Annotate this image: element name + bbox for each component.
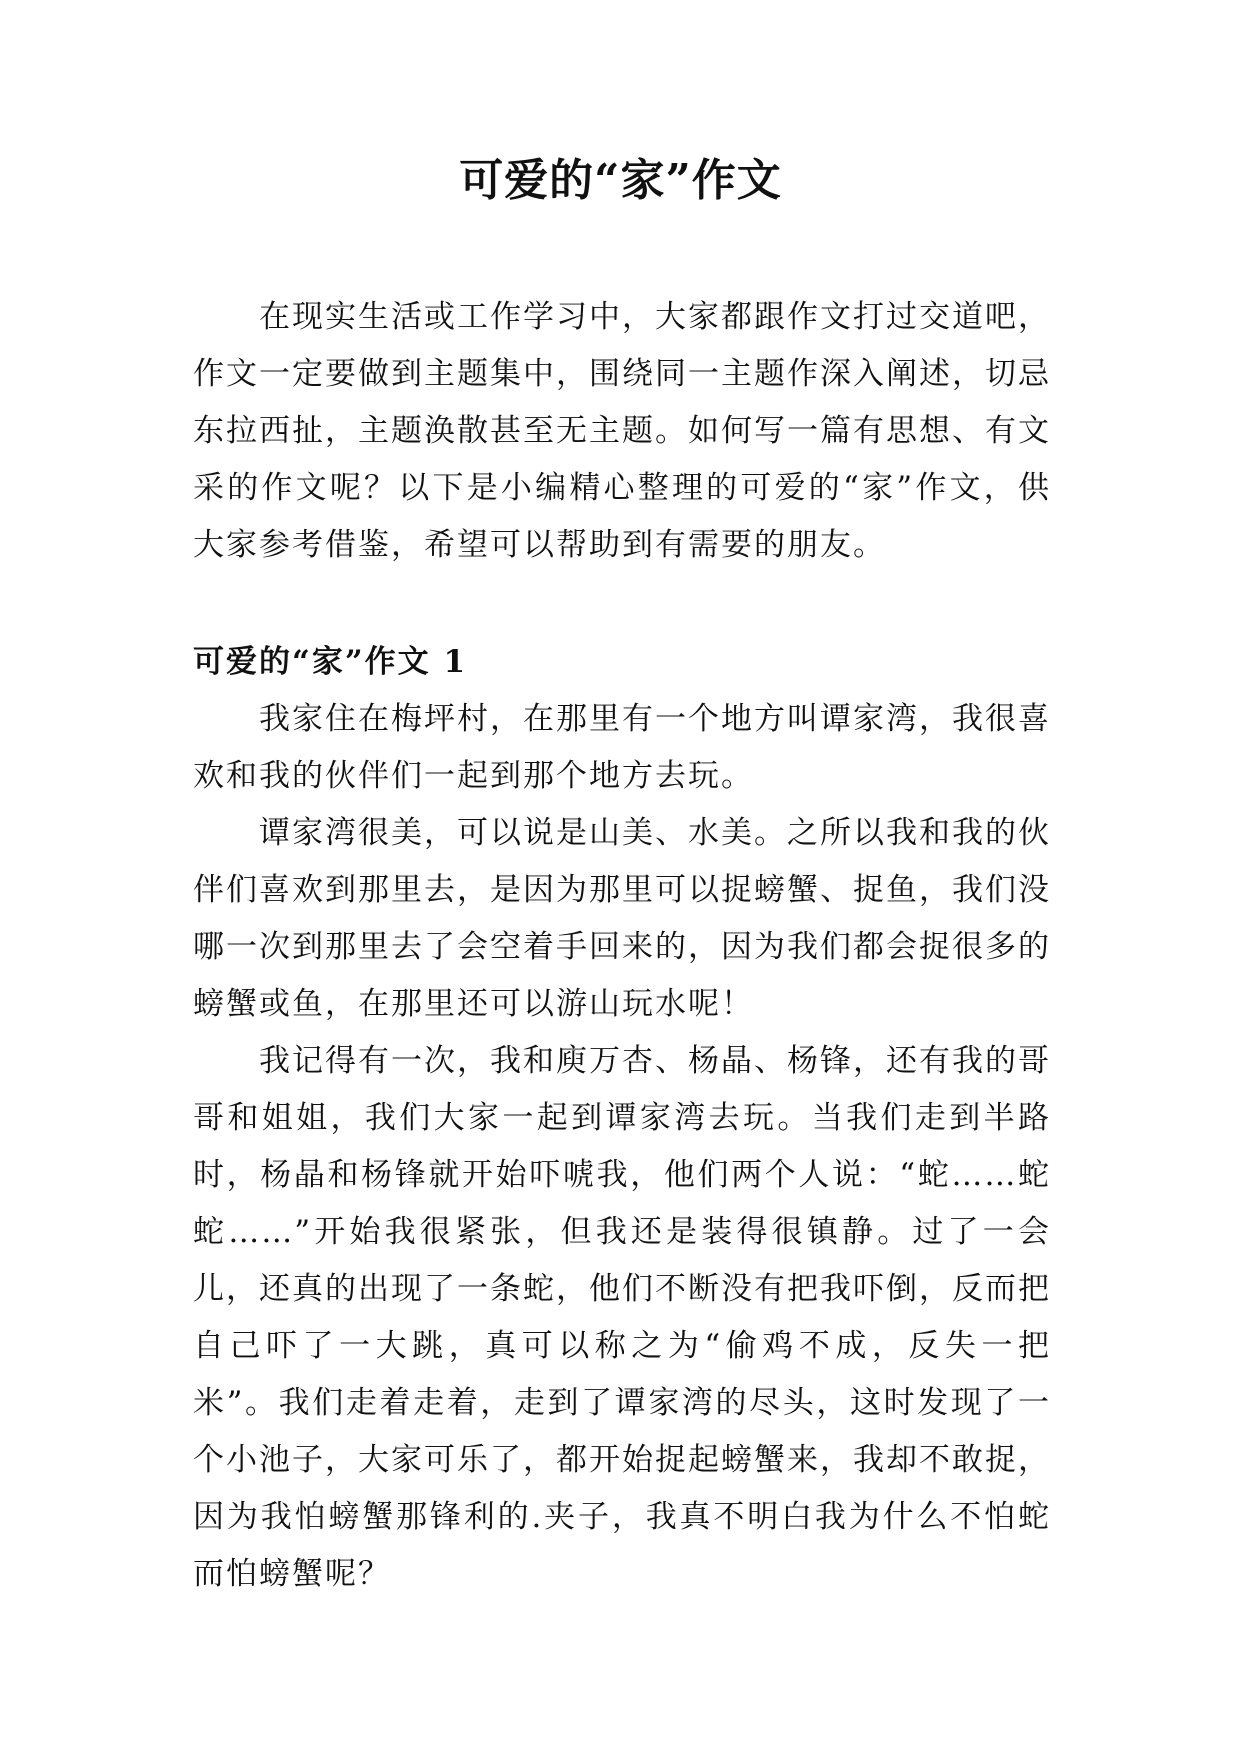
essay-paragraph-3: 我记得有一次，我和庾万杏、杨晶、杨锋，还有我的哥哥和姐姐，我们大家一起到谭家湾去玩。当我们走到半路时，杨晶和杨锋就开始吓唬我，他们两个人说：“蛇……蛇蛇……”开始我很紧张，但我还是装得很镇静。过了一会儿，还真的出现了一条蛇，他们不断没有把我吓倒，反而把自己吓了一大跳，真可以称之为“偷鸡不成，反失一把米”。我们走着走着，走到了谭家湾的尽头，这时发现了一个小池子，大家可乐了，都开始捉起螃蟹来，我却不敢捉，因为我怕螃蟹那锋利的.夹子，我真不明白我为什么不怕蛇而怕螃蟹呢？ [193,1043,1051,1592]
document-title: 可爱的“家”作文 [459,155,782,206]
intro-paragraph: 在现实生活或工作学习中，大家都跟作文打过交道吧，作文一定要做到主题集中，围绕同一主题作深入阐述，切忌东拉西扯，主题涣散甚至无主题。如何写一篇有思想、有文采的作文呢？以下是小编精心整理的可爱的“家”作文，供大家参考借鉴，希望可以帮助到有需要的朋友。 [193,299,1051,563]
essay-paragraph-1: 我家住在梅坪村，在那里有一个地方叫谭家湾，我很喜欢和我的伙伴们一起到那个地方去玩。 [193,701,1051,794]
essay-paragraph-2: 谭家湾很美，可以说是山美、水美。之所以我和我的伙伴们喜欢到那里去，是因为那里可以捉螃蟹、捉鱼，我们没哪一次到那里去了会空着手回来的，因为我们都会捉很多的螃蟹或鱼，在那里还可以游山玩水呢！ [193,815,1051,1022]
section-heading: 可爱的“家”作文 1 [193,644,468,680]
essay-body [193,691,1051,1603]
